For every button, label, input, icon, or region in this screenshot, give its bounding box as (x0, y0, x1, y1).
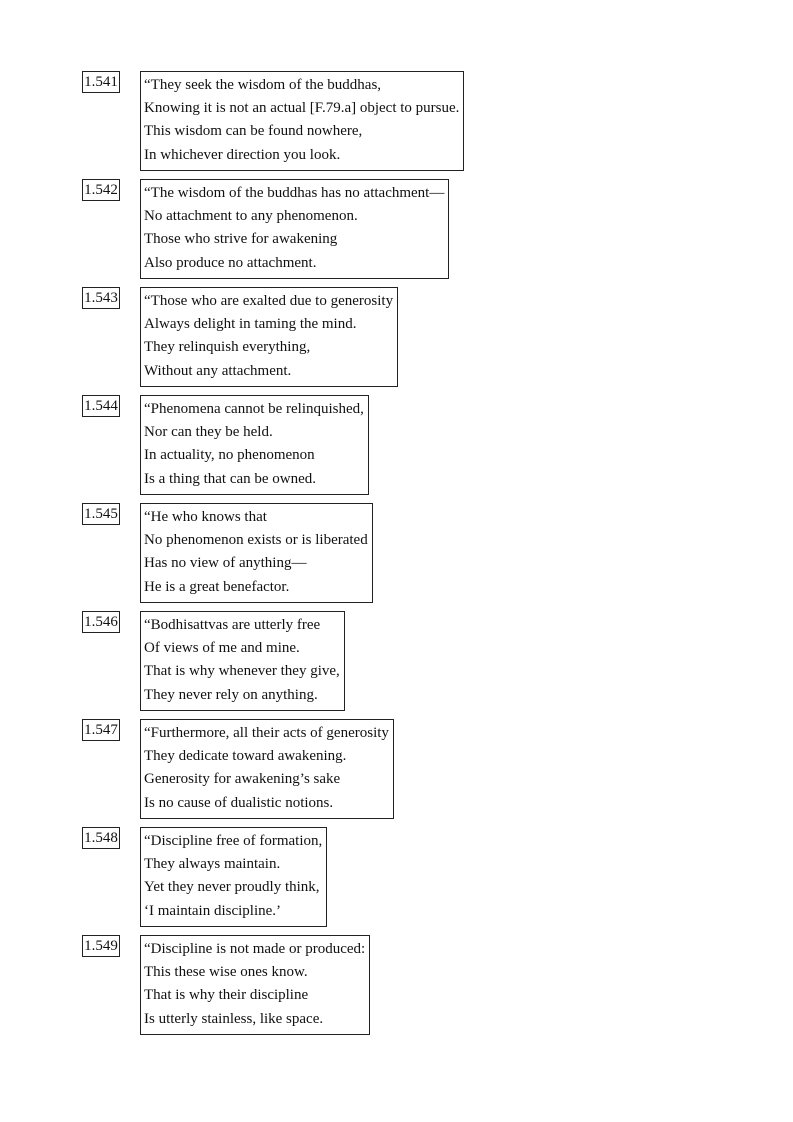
verse-line: ‘I maintain discipline.’ (144, 902, 282, 919)
verse-text-box (140, 827, 327, 927)
verse-1-544 (82, 395, 782, 503)
verse-line: In whichever direction you look. (144, 146, 341, 163)
verse-text-box (140, 503, 373, 603)
verse-line: They relinquish everything, (144, 339, 311, 356)
verse-number: 1.544 (82, 395, 120, 417)
verse-line: Yet they never proudly think, (144, 879, 320, 896)
verse-line: They never rely on anything. (144, 686, 318, 703)
verse-line: “They seek the wisdom of the buddhas, (144, 77, 382, 93)
verse-line: “He who knows that (144, 509, 267, 525)
verse-number: 1.548 (82, 827, 120, 849)
verse-line: “Phenomena cannot be relinquished, (144, 401, 364, 417)
verse-1-548 (82, 827, 782, 935)
verse-line: Knowing it is not an actual [F.79.a] object to pursue. (144, 100, 460, 117)
verse-text-box (140, 179, 449, 279)
verse-number: 1.547 (82, 719, 120, 741)
verse-line: Also produce no attachment. (144, 254, 317, 271)
verse-list (82, 71, 782, 1043)
verse-line: “The wisdom of the buddhas has no attachment— (144, 185, 445, 201)
verse-line: This wisdom can be found nowhere, (144, 123, 363, 140)
verse-text-box (140, 395, 369, 495)
verse-line: “Furthermore, all their acts of generosity (144, 725, 389, 741)
verse-text-box (140, 71, 464, 171)
verse-line: Of views of me and mine. (144, 640, 300, 657)
verse-text-box (140, 935, 370, 1035)
verse-number: 1.542 (82, 179, 120, 201)
verse-line: This these wise ones know. (144, 964, 308, 981)
verse-line: They dedicate toward awakening. (144, 748, 347, 765)
verse-number: 1.546 (82, 611, 120, 633)
verse-line: That is why whenever they give, (144, 663, 340, 680)
verse-1-546 (82, 611, 782, 719)
verse-1-542 (82, 179, 782, 287)
verse-1-543 (82, 287, 782, 395)
verse-1-549 (82, 935, 782, 1043)
verse-line: “Discipline is not made or produced: (144, 941, 366, 957)
verse-line: That is why their discipline (144, 987, 309, 1004)
verse-line: Generosity for awakening’s sake (144, 771, 341, 788)
verse-line: Without any attachment. (144, 362, 292, 379)
verse-1-545 (82, 503, 782, 611)
verse-text-box (140, 719, 394, 819)
verse-number: 1.543 (82, 287, 120, 309)
verse-number: 1.545 (82, 503, 120, 525)
verse-line: Is utterly stainless, like space. (144, 1010, 324, 1027)
verse-1-547 (82, 719, 782, 827)
verse-line: Is no cause of dualistic notions. (144, 794, 334, 811)
verse-number: 1.541 (82, 71, 120, 93)
verse-number: 1.549 (82, 935, 120, 957)
verse-line: No attachment to any phenomenon. (144, 208, 358, 225)
verse-line: “Those who are exalted due to generosity (144, 293, 394, 309)
verse-line: Is a thing that can be owned. (144, 470, 317, 487)
verse-line: Always delight in taming the mind. (144, 316, 357, 333)
verse-line: They always maintain. (144, 856, 281, 873)
verse-line: No phenomenon exists or is liberated (144, 532, 368, 549)
verse-line: Those who strive for awakening (144, 231, 338, 248)
verse-text-box (140, 611, 345, 711)
verse-1-541 (82, 71, 782, 179)
verse-line: He is a great benefactor. (144, 578, 290, 595)
verse-line: Has no view of anything— (144, 555, 307, 572)
verse-text-box (140, 287, 398, 387)
verse-line: In actuality, no phenomenon (144, 447, 315, 464)
verse-line: “Discipline free of formation, (144, 833, 323, 849)
verse-line: Nor can they be held. (144, 424, 273, 441)
verse-line: “Bodhisattvas are utterly free (144, 617, 321, 633)
